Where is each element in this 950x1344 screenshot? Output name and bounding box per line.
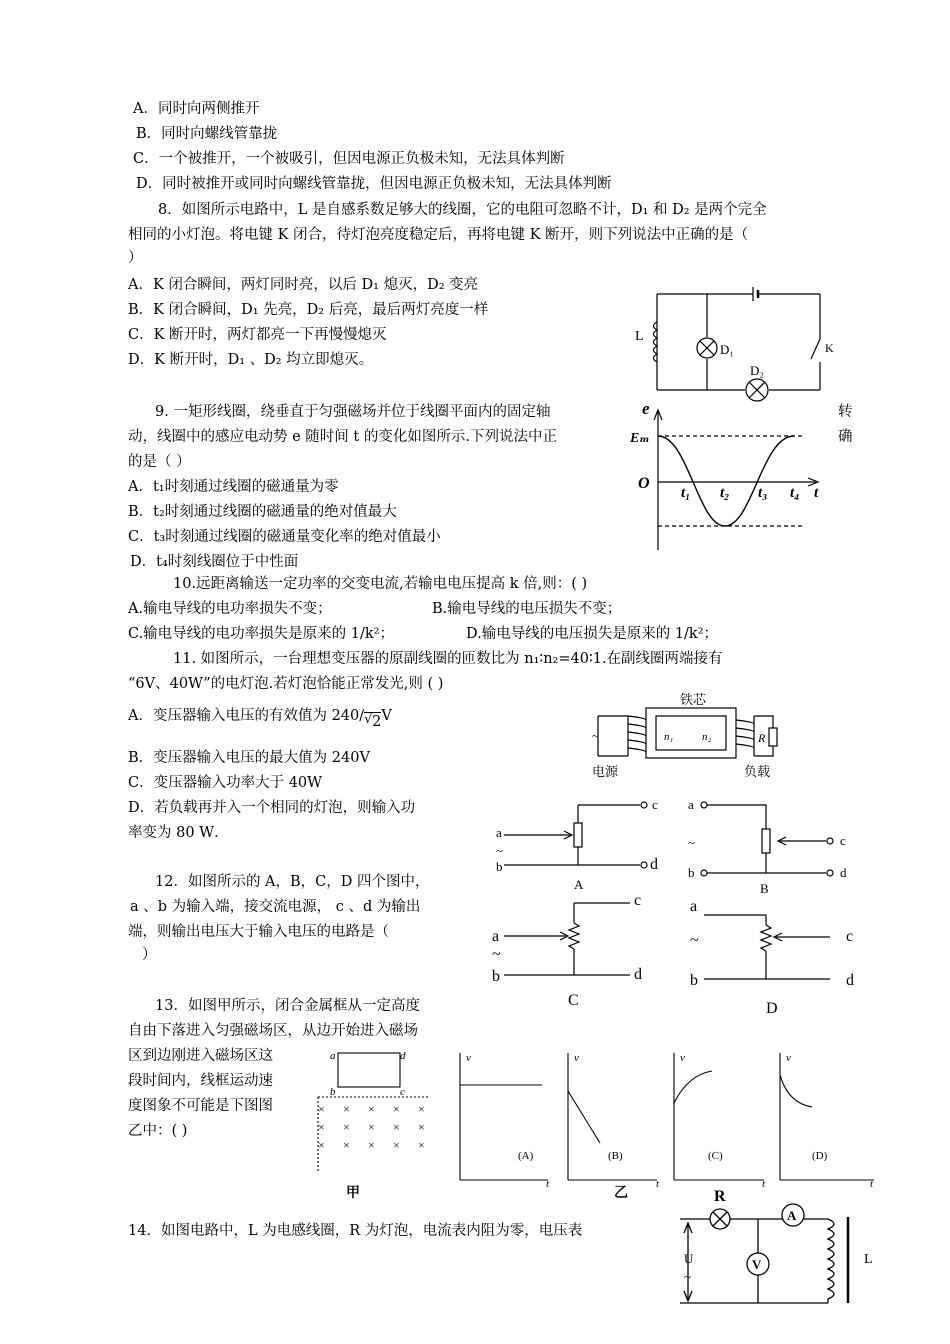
q13-fig-caption-jia: 甲 — [346, 1186, 360, 1201]
q9-option-a: A．t₁时刻通过线圈的磁通量为零 — [128, 479, 339, 495]
q9-stem-line3: 的是（ ） — [128, 454, 191, 470]
q11-fig-label-r: R — [758, 731, 766, 745]
q11-option-d-line1: D．若负载再并入一个相同的灯泡，则输入功 — [128, 800, 416, 816]
q14-circuit-diagram — [670, 1183, 885, 1308]
q11-fig-label-n1: n₁ — [664, 731, 674, 743]
field-cross-mark: × — [368, 1102, 375, 1116]
q13-graph-a-v: v — [466, 1052, 471, 1064]
q12-fig-c-label-b: b — [492, 968, 500, 985]
q13-caption-d: (D) — [812, 1150, 828, 1162]
q13-fig-caption-yi: 乙 — [614, 1186, 628, 1201]
q12-fig-a-label-d: d — [650, 856, 658, 873]
q11-fig-label-source: 电源 — [592, 764, 619, 779]
q8-stem-line2: 相同的小灯泡。将电键 K 闭合，待灯泡亮度稳定后，再将电键 K 断开，则下列说法中正确的是（ — [128, 227, 749, 243]
q12-fig-a-label-b: b — [496, 859, 503, 874]
q12-fig-d-label-ac: ~ — [690, 932, 699, 949]
field-cross-mark: × — [418, 1138, 425, 1152]
q12-fig-b-label-b: b — [688, 865, 695, 880]
field-cross-mark: × — [393, 1138, 400, 1152]
q10-option-c: C.输电导线的电功率损失是原来的 1/k²； — [128, 626, 395, 642]
q12-fig-b-label-ac: ~ — [688, 835, 696, 850]
field-cross-mark: × — [318, 1138, 325, 1152]
q9-fig-label-t1: t₁ — [681, 485, 691, 501]
q13-fig-label-b: b — [330, 1086, 336, 1098]
q13-caption-c: (C) — [708, 1150, 723, 1162]
q11-option-c: C．变压器输入功率大于 40W — [128, 775, 323, 791]
q13-stem-line6: 乙中：( ) — [128, 1123, 188, 1139]
q8-fig-label-d1: D₁ — [720, 342, 734, 357]
q11-fig-label-load: 负载 — [744, 764, 771, 779]
q12-fig-caption-d: D — [766, 1000, 778, 1017]
q12-fig-d-label-c: c — [846, 928, 854, 945]
q11-option-a-root: 2 — [372, 714, 382, 730]
q11-stem-line1: 11. 如图所示，一台理想变压器的原副线圈的匝数比为 n₁∶n₂=40∶1.在副线圈两端接有 — [173, 651, 723, 667]
q12-stem-line4: ） — [142, 947, 157, 963]
field-cross-mark: × — [368, 1120, 375, 1134]
q12-stem-line1: 12．如图所示的 A，B，C，D 四个图中， — [155, 874, 430, 890]
q12-fig-c-label-c: c — [634, 892, 642, 909]
q7-option-c: C．一个被推开，一个被吸引，但因电源正负极未知，无法具体判断 — [133, 151, 565, 167]
field-cross-mark: × — [318, 1102, 325, 1116]
q10-option-a: A.输电导线的电功率损失不变； — [128, 601, 332, 617]
q8-option-d: D．K 断开时，D₁ 、D₂ 均立即熄灭。 — [128, 352, 374, 368]
q12-stem-line2: a 、b 为输入端，接交流电源， c 、d 为输出 — [130, 899, 421, 915]
q9-fig-label-t: t — [814, 485, 819, 501]
q12-fig-caption-a: A — [574, 877, 584, 892]
q7-option-a: A．同时向两侧推开 — [133, 101, 260, 117]
q11-option-a — [128, 700, 392, 730]
q9-fig-label-e: e — [642, 400, 650, 418]
q13-graph-b-v: v — [574, 1052, 579, 1064]
q8-stem-line3: ） — [128, 250, 143, 266]
q11-option-d-line2: 率变为 80 W． — [128, 825, 229, 841]
q8-circuit-diagram — [625, 282, 845, 407]
q12-fig-a-label-ac: ~ — [496, 843, 504, 858]
q14-fig-label-v: V — [752, 1257, 762, 1272]
q9-fig-label-t4: t₄ — [790, 485, 800, 501]
q11-option-a-unit: V — [381, 708, 392, 724]
q8-fig-label-k: K — [825, 341, 834, 355]
field-cross-mark: × — [318, 1120, 325, 1134]
q13-graph-c-v: v — [680, 1052, 685, 1064]
field-cross-mark: × — [368, 1138, 375, 1152]
q11-fig-label-n2: n₂ — [702, 731, 712, 743]
q12-fig-c-label-d: d — [634, 966, 642, 983]
q13-caption-a: (A) — [518, 1150, 534, 1162]
q14-fig-label-ac: ~ — [684, 1269, 692, 1284]
q13-stem-line5: 度图象不可能是下图图 — [128, 1098, 273, 1114]
q11-fig-label-core: 铁芯 — [680, 692, 707, 707]
q14-fig-label-u: U — [684, 1251, 694, 1266]
q13-graph-a-t: t — [546, 1178, 550, 1190]
field-cross-mark: × — [343, 1138, 350, 1152]
q12-stem-line3: 端，则输出电压大于输入电压的电路是（ — [128, 924, 389, 940]
q12-fig-b-label-d: d — [840, 865, 847, 880]
q9-fig-label-em: Eₘ — [630, 431, 650, 446]
q14-fig-label-r: R — [714, 1188, 726, 1205]
q12-fig-b-label-a: a — [688, 797, 694, 812]
q8-fig-label-l: L — [635, 329, 644, 344]
q13-stem-line1: 13．如图甲所示，闭合金属框从一定高度 — [155, 998, 420, 1014]
q11-transformer-diagram — [588, 690, 788, 780]
q12-fig-c-label-ac: ~ — [492, 946, 501, 963]
q11-option-b: B．变压器输入电压的最大值为 240V — [128, 750, 370, 766]
q9-stem-line1: 9. 一矩形线圈，绕垂直于匀强磁场并位于线圈平面内的固定轴 — [155, 404, 551, 420]
q8-fig-label-d2: D₂ — [750, 363, 764, 378]
q13-graph-d-v: v — [786, 1052, 791, 1064]
q13-stem-line3: 区到边刚进入磁场区这 — [128, 1048, 273, 1064]
q12-fig-caption-c: C — [568, 992, 579, 1009]
q9-fig-label-t2: t₂ — [720, 485, 730, 501]
q11-option-a-text: A．变压器输入电压的有效值为 240/ — [128, 708, 365, 724]
field-cross-mark: × — [393, 1120, 400, 1134]
q13-graph-b-t: t — [656, 1178, 660, 1190]
q12-circuits-diagram — [490, 795, 870, 1020]
q14-fig-label-a: A — [787, 1208, 797, 1223]
q12-fig-d-label-b: b — [690, 972, 698, 989]
q10-option-b: B.输电导线的电压损失不变； — [432, 601, 622, 617]
q8-option-b: B．K 闭合瞬间，D₁ 先亮，D₂ 后亮，最后两灯亮度一样 — [128, 302, 489, 318]
q11-stem-line2: “6V、40W”的电灯泡.若灯泡恰能正常发光,则 ( ) — [128, 676, 444, 692]
q9-fig-label-o: O — [638, 475, 650, 492]
q11-fig-label-ac: ~ — [592, 728, 600, 743]
q12-fig-b-label-c: c — [840, 833, 846, 848]
q9-stem-line2-end: 确 — [838, 429, 853, 445]
field-cross-mark: × — [418, 1102, 425, 1116]
q9-stem-line2: 动，线圈中的感应电动势 e 随时间 t 的变化如图所示.下列说法中正 — [128, 429, 557, 445]
q8-stem-line1: 8．如图所示电路中，L 是自感系数足够大的线圈，它的电阻可忽略不计，D₁ 和 D₂ 是两个完全 — [158, 202, 767, 218]
q13-stem-line4: 段时间内，线框运动速 — [128, 1073, 273, 1089]
q13-graph-c-t: t — [762, 1178, 766, 1190]
q13-magnetic-field-marks — [318, 1102, 425, 1152]
q9-option-d: D．t₄时刻线圈位于中性面 — [130, 554, 299, 570]
q7-option-b: B．同时向螺线管靠拢 — [136, 126, 278, 142]
field-cross-mark: × — [393, 1102, 400, 1116]
q14-fig-label-l: L — [864, 1252, 873, 1267]
q12-fig-d-label-a: a — [690, 898, 698, 915]
q9-option-b: B．t₂时刻通过线圈的磁通量的绝对值最大 — [128, 504, 397, 520]
q10-stem: 10.远距离输送一定功率的交变电流,若输电电压提高 k 倍,则：( ) — [173, 576, 588, 592]
q7-option-d: D．同时被推开或同时向螺线管靠拢，但因电源正负极未知，无法具体判断 — [136, 176, 612, 192]
q13-graph-d-t: t — [870, 1178, 874, 1190]
q13-fig-label-c: c — [400, 1086, 405, 1098]
q8-option-c: C．K 断开时，两灯都亮一下再慢慢熄灭 — [128, 327, 387, 343]
q13-figures — [312, 1045, 882, 1205]
q9-fig-label-t3: t₃ — [758, 485, 768, 501]
field-cross-mark: × — [418, 1120, 425, 1134]
q12-fig-a-label-c: c — [652, 797, 658, 812]
q10-option-d: D.输电导线的电压损失是原来的 1/k²； — [466, 626, 719, 642]
field-cross-mark: × — [343, 1102, 350, 1116]
q13-fig-label-d: d — [400, 1050, 406, 1062]
q9-emf-graph — [628, 400, 833, 552]
q12-fig-caption-b: B — [760, 881, 769, 896]
q8-option-a: A．K 闭合瞬间，两灯同时亮，以后 D₁ 熄灭，D₂ 变亮 — [128, 277, 479, 293]
q12-fig-d-label-d: d — [846, 972, 854, 989]
q9-option-c: C．t₃时刻通过线圈的磁通量变化率的绝对值最小 — [128, 529, 441, 545]
q9-stem-line1-end: 转 — [838, 404, 853, 420]
sqrt-sign: √ 2 — [364, 712, 382, 730]
q12-fig-c-label-a: a — [492, 928, 500, 945]
q14-stem: 14．如图电路中，L 为电感线圈，R 为灯泡，电流表内阻为零，电压表 — [128, 1223, 583, 1239]
field-cross-mark: × — [343, 1120, 350, 1134]
q13-caption-b: (B) — [608, 1150, 623, 1162]
q13-fig-label-a: a — [330, 1050, 336, 1062]
q13-stem-line2: 自由下落进入匀强磁场区，从边开始进入磁场 — [128, 1023, 418, 1039]
q12-fig-a-label-a: a — [496, 825, 502, 840]
